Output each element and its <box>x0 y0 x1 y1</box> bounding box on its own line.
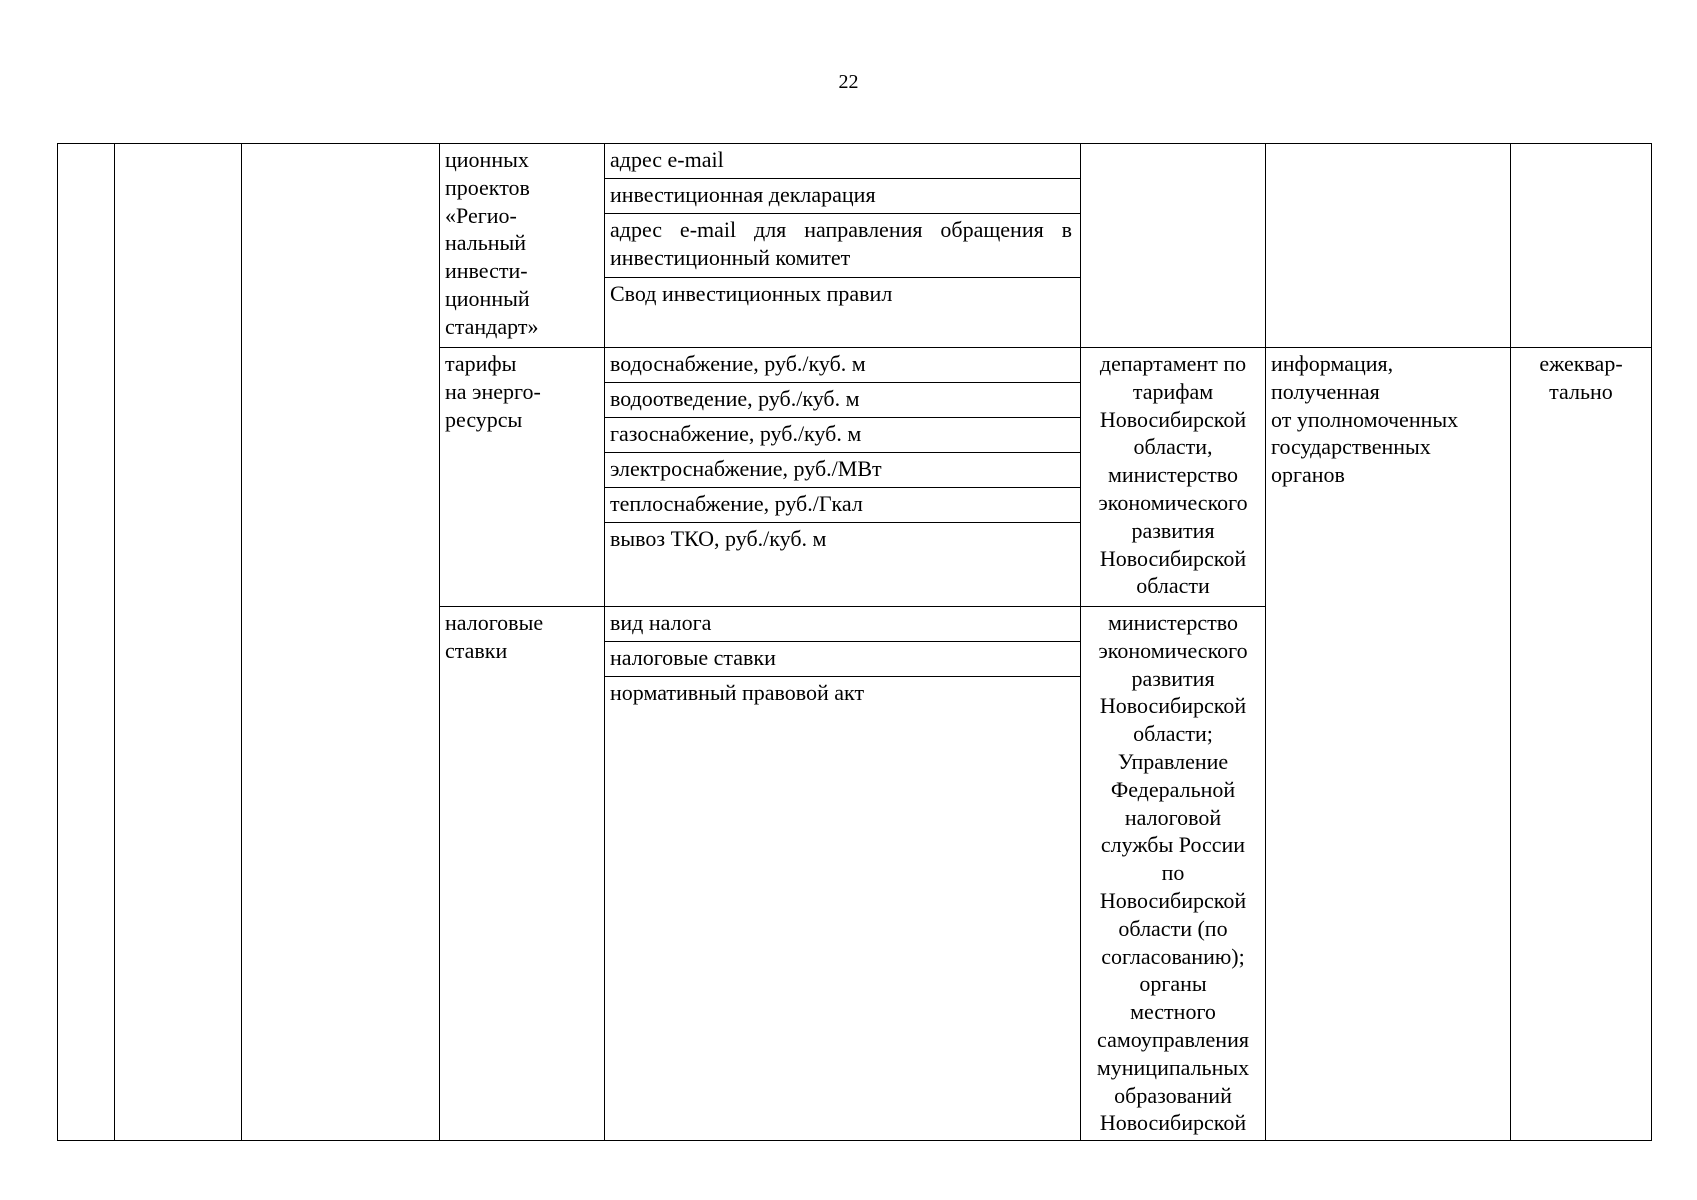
responsible-line: тарифам <box>1132 378 1214 404</box>
item-cell: инвестиционная декларация <box>610 182 876 207</box>
item-divider <box>604 641 1080 642</box>
item-divider <box>604 178 1080 179</box>
item-divider <box>604 522 1080 523</box>
item-divider <box>604 382 1080 383</box>
item-divider <box>604 676 1080 677</box>
item-cell: теплоснабжение, руб./Гкал <box>610 491 863 516</box>
data-table <box>57 143 1652 1141</box>
column-divider <box>439 144 440 1140</box>
responsible-cell <box>1082 609 1264 1137</box>
column-divider <box>1510 144 1511 1140</box>
responsible-line: образований <box>1114 1082 1232 1108</box>
category-line: ционный <box>445 285 530 311</box>
item-divider <box>604 213 1080 214</box>
responsible-line: Новосибирской <box>1099 406 1247 432</box>
responsible-line: по <box>1161 860 1185 886</box>
item-cell: газоснабжение, руб./куб. м <box>610 421 862 446</box>
category-line: на энерго- <box>445 378 541 404</box>
category-line: нальный <box>445 230 527 256</box>
responsible-line: области <box>1136 573 1210 599</box>
item-divider <box>604 277 1080 278</box>
column-divider <box>1265 144 1266 1140</box>
source-line: от уполномоченных <box>1271 406 1459 432</box>
responsible-cell <box>1082 350 1264 600</box>
responsible-line: министерство <box>1107 462 1238 488</box>
category-line: налоговые <box>445 610 544 635</box>
category-line: проектов <box>445 174 530 200</box>
responsible-line: местного <box>1130 999 1216 1025</box>
column-divider <box>604 144 605 1140</box>
item-divider <box>604 417 1080 418</box>
column-divider <box>1080 144 1081 1140</box>
responsible-line: области (по <box>1118 915 1228 941</box>
source-cell <box>1271 350 1507 489</box>
source-line: органов <box>1271 462 1345 488</box>
row-divider <box>439 347 1651 348</box>
responsible-line: Новосибирской <box>1099 693 1247 719</box>
responsible-line: экономического <box>1098 637 1248 663</box>
item-cell: адрес e-mail <box>610 147 724 172</box>
responsible-line: экономического <box>1098 489 1248 515</box>
responsible-line: области, <box>1133 434 1213 460</box>
responsible-line: органы <box>1139 971 1207 997</box>
source-line: государственных <box>1271 434 1431 460</box>
item-cell: Свод инвестиционных правил <box>610 281 893 306</box>
responsible-line: Новосибирской <box>1099 545 1247 571</box>
category-line: «Регио- <box>445 202 517 228</box>
item-cell: водоотведение, руб./куб. м <box>610 386 860 411</box>
item-divider <box>604 452 1080 453</box>
source-line: полученная <box>1271 378 1380 404</box>
item-divider <box>604 487 1080 488</box>
responsible-line: развития <box>1131 517 1215 543</box>
category-line: инвести- <box>445 258 528 284</box>
responsible-line: департамент по <box>1099 351 1247 376</box>
category-line: стандарт» <box>445 313 539 339</box>
item-cell: налоговые ставки <box>610 645 776 670</box>
frequency-cell <box>1512 350 1650 406</box>
source-line: информация, <box>1271 351 1394 376</box>
responsible-line: согласованию); <box>1101 943 1245 969</box>
responsible-line: Федеральной <box>1110 776 1236 802</box>
responsible-line: налоговой <box>1124 804 1222 830</box>
item-cell: нормативный правовой акт <box>610 680 865 705</box>
responsible-line: развития <box>1131 665 1215 691</box>
category-cell <box>445 350 600 433</box>
category-line: ресурсы <box>445 406 523 432</box>
column-divider <box>241 144 242 1140</box>
item-cell: вывоз ТКО, руб./куб. м <box>610 526 827 551</box>
responsible-line: самоуправления <box>1097 1026 1249 1052</box>
responsible-line: Новосибирской <box>1099 887 1247 913</box>
page-number: 22 <box>838 71 859 93</box>
category-cell <box>445 609 600 665</box>
responsible-line: муниципальных <box>1096 1054 1250 1080</box>
row-divider <box>439 606 1265 607</box>
item-cell: водоснабжение, руб./куб. м <box>610 351 866 376</box>
frequency-line: тально <box>1549 378 1613 404</box>
category-cell <box>445 146 600 341</box>
category-line: ставки <box>445 637 508 663</box>
item-cell: адрес e-mail для направления обращения в инвестиционный комитет <box>610 217 1072 270</box>
frequency-line: ежеквар- <box>1539 351 1623 376</box>
category-line: тарифы <box>445 351 517 376</box>
responsible-line: службы России <box>1100 832 1246 858</box>
category-line: ционных <box>445 147 529 172</box>
responsible-line: Новосибирской <box>1099 1110 1247 1136</box>
responsible-line: министерство <box>1107 610 1238 635</box>
column-divider <box>114 144 115 1140</box>
responsible-line: Управление <box>1117 748 1229 774</box>
responsible-line: области; <box>1133 721 1213 747</box>
item-cell: вид налога <box>610 610 712 635</box>
item-cell: электроснабжение, руб./МВт <box>610 456 882 481</box>
